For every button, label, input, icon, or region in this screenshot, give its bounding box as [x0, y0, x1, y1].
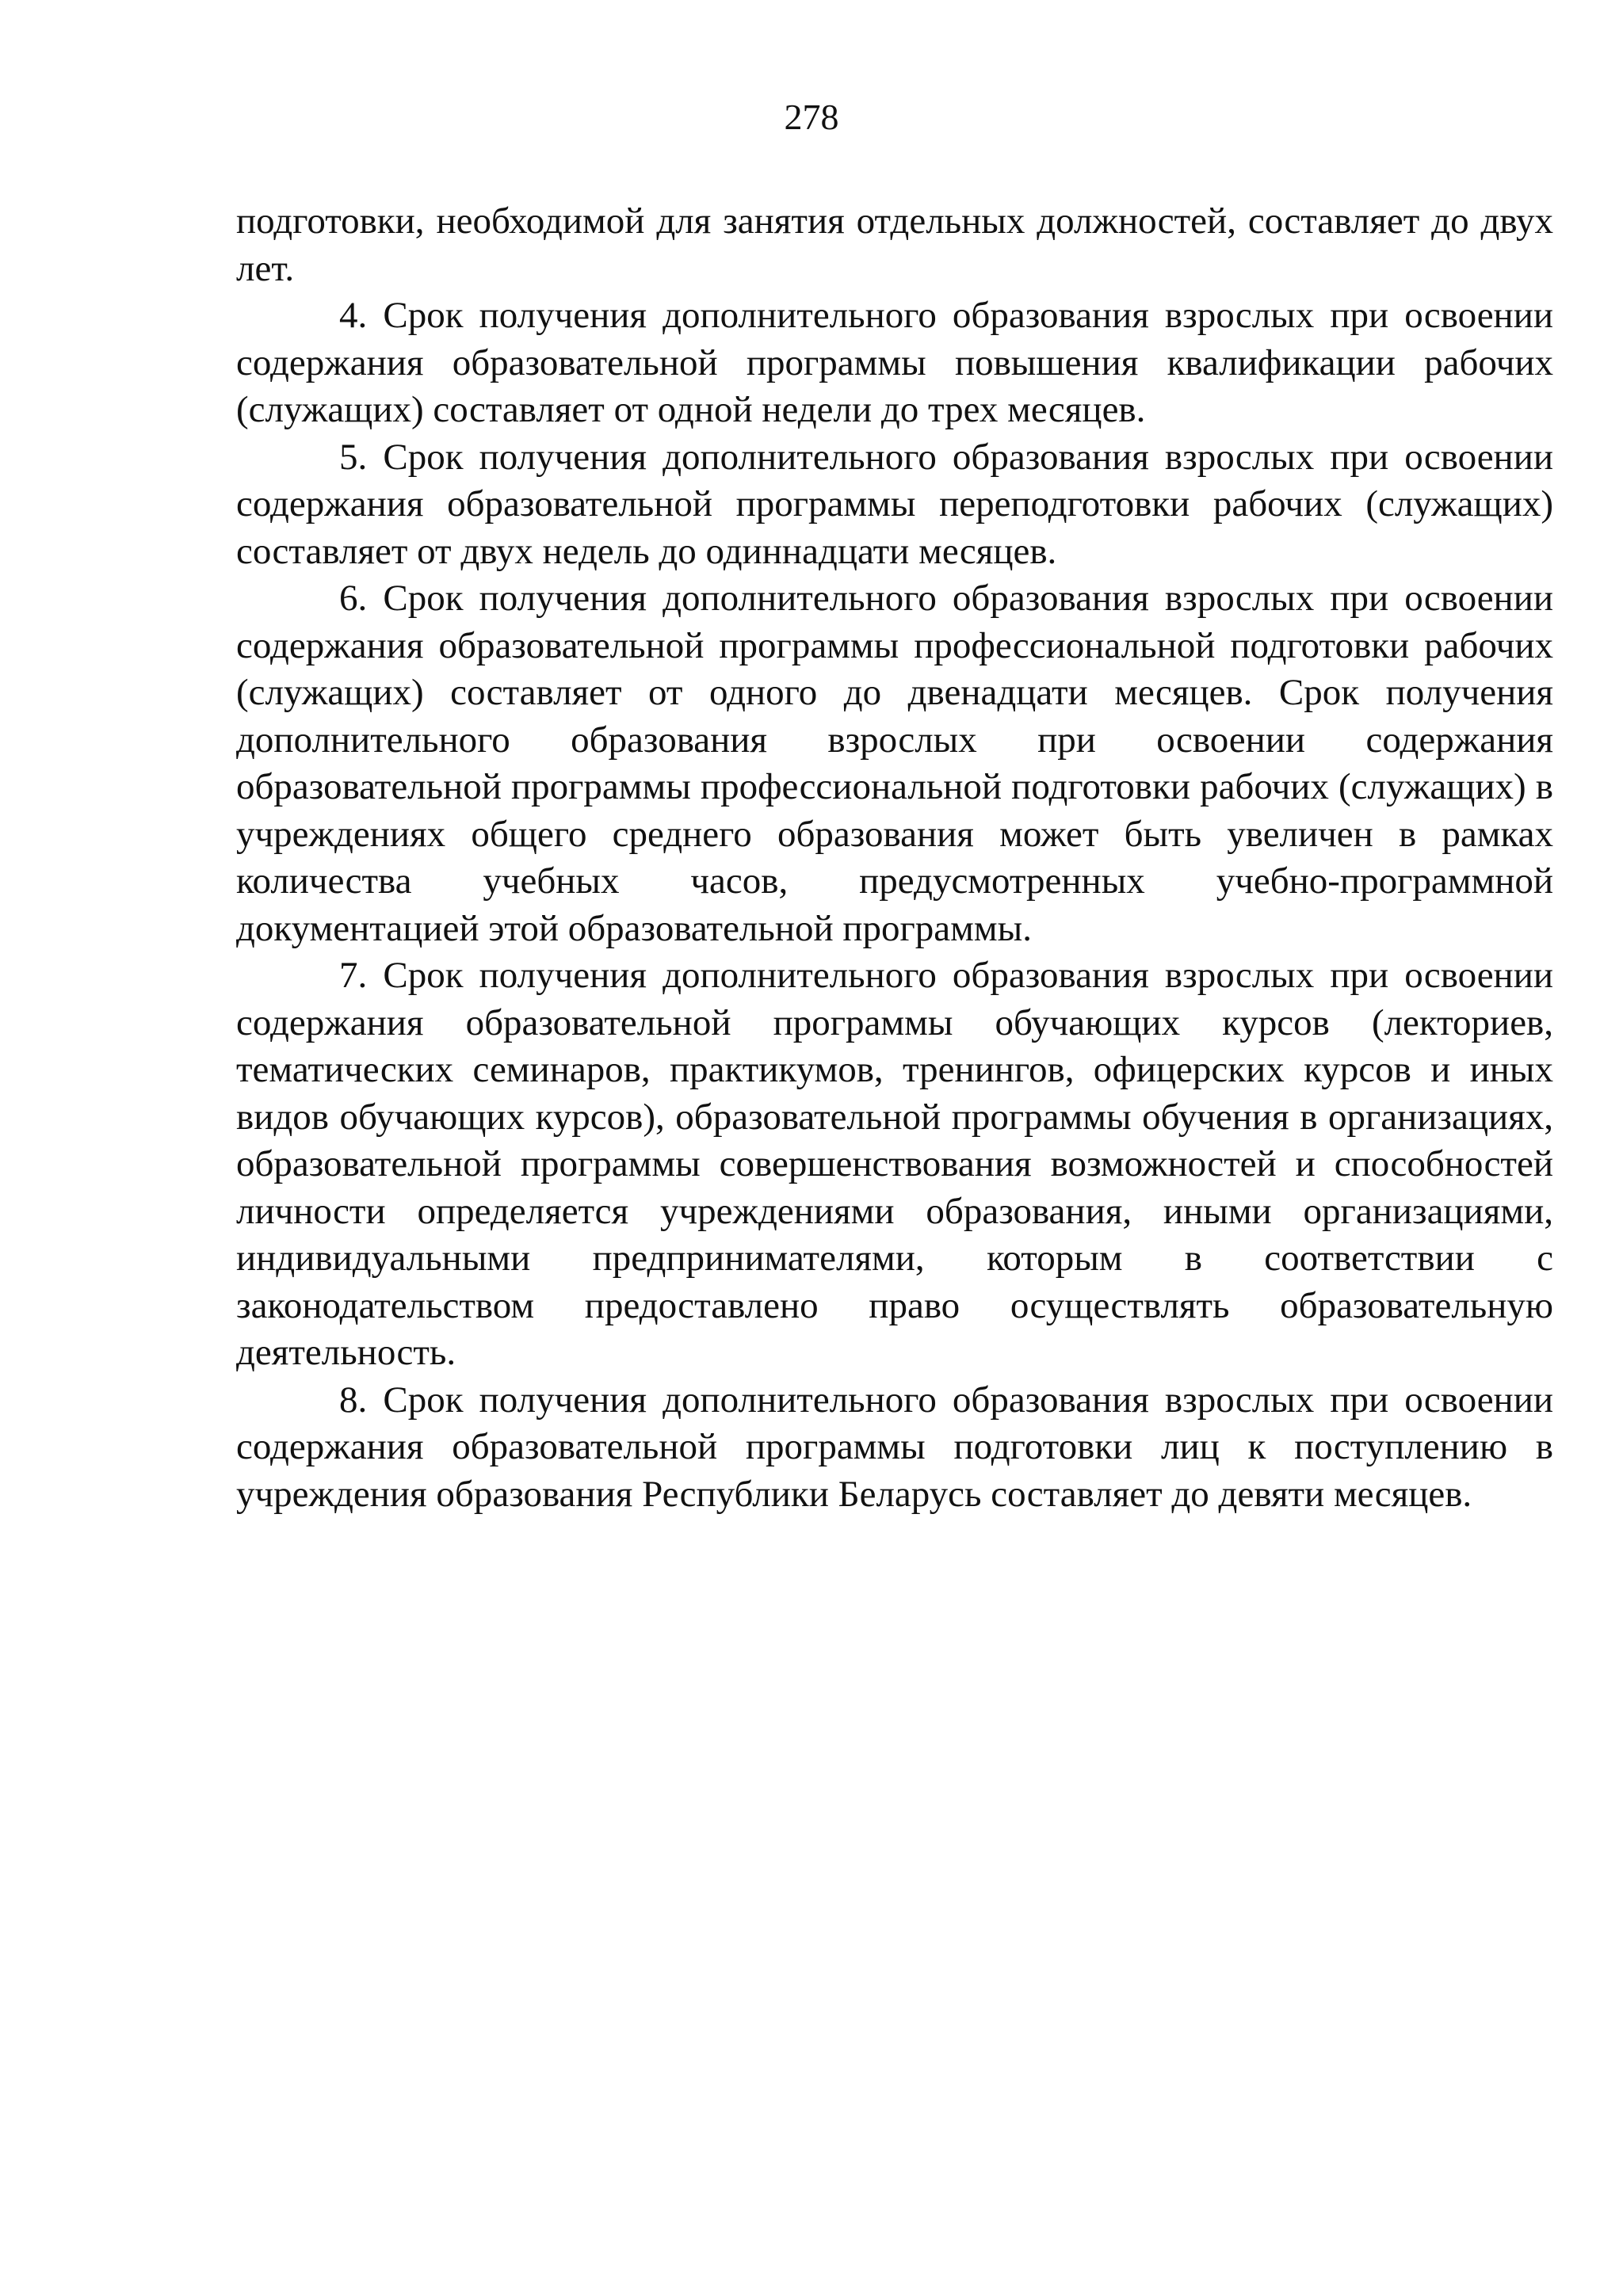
paragraph-item-4 — [236, 292, 1553, 434]
paragraph-text: Срок получения дополнительного образования взрослых при освоении содержания образовательной программы переподготовки рабочих (служащих) составляет от двух недель до одиннадцати месяцев. — [236, 436, 1554, 572]
paragraph-continuation — [236, 198, 1553, 292]
paragraph-number: 7. — [339, 955, 368, 996]
paragraph-text: Срок получения дополнительного образования взрослых при освоении содержания образовательной программы подготовки лиц к поступлению в учреждения образования Республики Беларусь составляет до девяти месяцев. — [236, 1379, 1554, 1515]
page-number: 278 — [784, 97, 839, 137]
paragraph-item-7 — [236, 952, 1553, 1377]
paragraph-text: Срок получения дополнительного образования взрослых при освоении содержания образовательной программы профессиональной подготовки рабочих (служащих) составляет от одного до двенадцати месяцев. Срок получения дополнительного образования взрослых при освоении содержания образовательной программы профессиональной подготовки рабочих (служащих) в учреждениях общего среднего образования может быть увеличен в рамках количества учебных часов, предусмотренных учебно-программной документацией этой образовательной программы. — [236, 578, 1554, 949]
paragraph-text: Срок получения дополнительного образования взрослых при освоении содержания образовательной программы повышения квалификации рабочих (служащих) составляет от одной недели до трех месяцев. — [236, 295, 1554, 430]
paragraph-text: Срок получения дополнительного образования взрослых при освоении содержания образовательной программы обучающих курсов (лекториев, тематических семинаров, практикумов, тренингов, офицерских курсов и иных видов обучающих курсов), образовательной программы обучения в организациях, образовательной программы совершенствования возможностей и способностей личности определяется учреждениями образования, иными организациями, индивидуальными предпринимателями, которым в соответствии с законодательством предоставлено право осуществлять образовательную деятельность. — [236, 955, 1554, 1373]
paragraph-item-5 — [236, 434, 1553, 576]
paragraph-item-6 — [236, 575, 1553, 952]
paragraph-item-8 — [236, 1377, 1553, 1519]
paragraph-number: 8. — [339, 1379, 368, 1421]
document-body — [236, 198, 1553, 1518]
paragraph-number: 4. — [339, 295, 368, 336]
paragraph-number: 5. — [339, 436, 368, 478]
paragraph-number: 6. — [339, 578, 368, 619]
paragraph-text: подготовки, необходимой для занятия отдельных должностей, составляет до двух лет. — [236, 200, 1553, 289]
